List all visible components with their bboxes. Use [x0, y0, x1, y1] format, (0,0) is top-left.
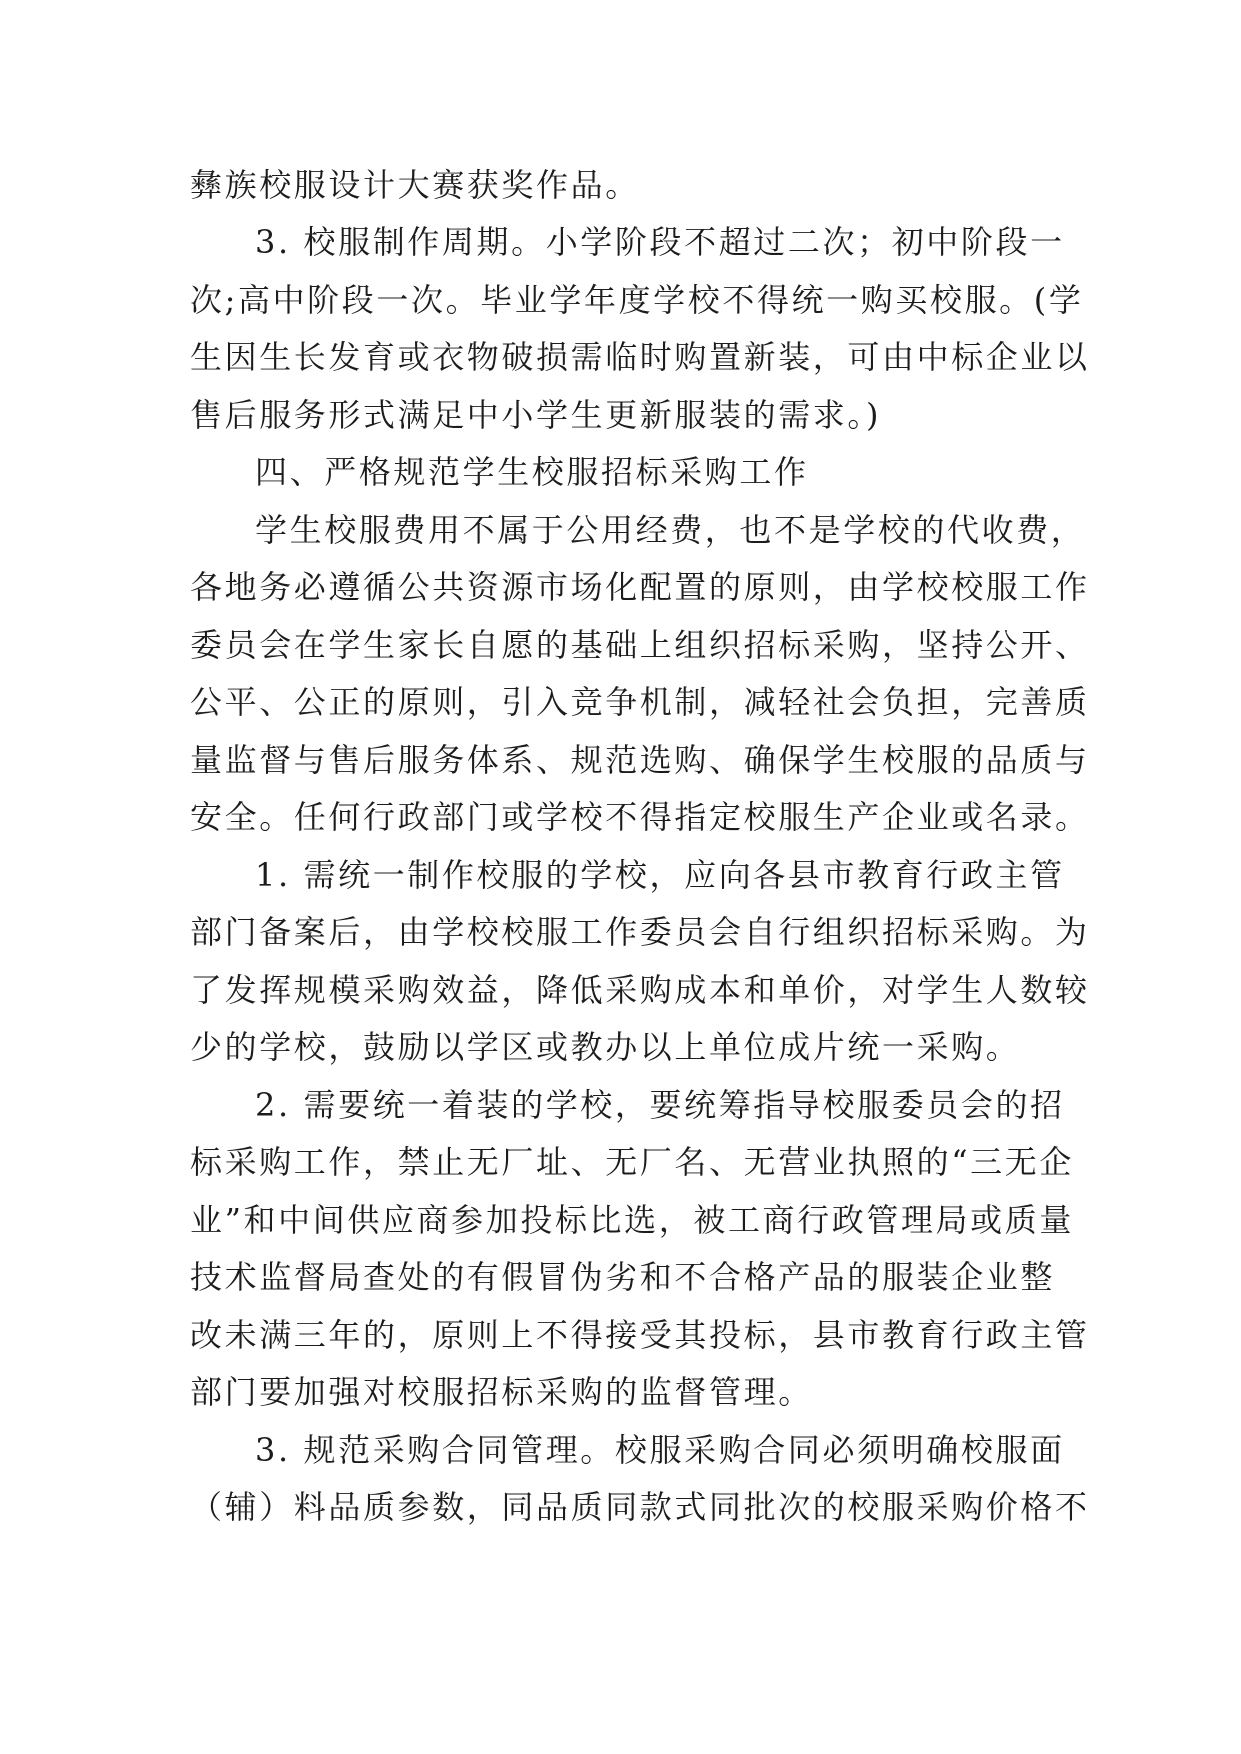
- text-line: 售后服务形式满足中小学生更新服装的需求。): [190, 396, 882, 434]
- text-line: 各地务必遵循公共资源市场化配置的原则，由学校校服工作: [190, 568, 1090, 606]
- section-heading: 四、严格规范学生校服招标采购工作: [255, 453, 809, 491]
- text-line: （辅）料品质参数，同品质同款式同批次的校服采购价格不: [190, 1488, 1090, 1526]
- text-line: 部门备案后，由学校校服工作委员会自行组织招标采购。为: [190, 913, 1090, 951]
- text-line: 生因生长发育或衣物破损需临时购置新装，可由中标企业以: [190, 338, 1090, 376]
- text-line: 彝族校服设计大赛获奖作品。: [190, 166, 640, 204]
- text-line: 次;高中阶段一次。毕业学年度学校不得统一购买校服。(学: [190, 281, 1084, 319]
- text-line: 委员会在学生家长自愿的基础上组织招标采购，坚持公开、: [190, 626, 1090, 664]
- text-line: 改未满三年的，原则上不得接受其投标，县市教育行政主管: [190, 1316, 1090, 1354]
- text-line: 安全。任何行政部门或学校不得指定校服生产企业或名录。: [190, 798, 1090, 836]
- text-line: 公平、公正的原则，引入竞争机制，减轻社会负担，完善质: [190, 683, 1090, 721]
- list-item-3b-start: 3. 规范采购合同管理。校服采购合同必须明确校服面: [255, 1431, 1065, 1469]
- paragraph-start: 学生校服费用不属于公用经费，也不是学校的代收费，: [255, 511, 1086, 549]
- text-line: 了发挥规模采购效益，降低采购成本和单价，对学生人数较: [190, 971, 1090, 1009]
- text-line: 标采购工作，禁止无厂址、无厂名、无营业执照的“三无企: [190, 1143, 1074, 1181]
- list-item-2-start: 2. 需要统一着装的学校，要统筹指导校服委员会的招: [255, 1086, 1065, 1124]
- text-line: 部门要加强对校服招标采购的监督管理。: [190, 1373, 813, 1411]
- text-line: 技术监督局查处的有假冒伪劣和不合格产品的服装企业整: [190, 1258, 1056, 1296]
- text-line: 业”和中间供应商参加投标比选，被工商行政管理局或质量: [190, 1201, 1074, 1239]
- text-line: 少的学校，鼓励以学区或教办以上单位成片统一采购。: [190, 1028, 1021, 1066]
- list-item-3-start: 3. 校服制作周期。小学阶段不超过二次；初中阶段一: [255, 223, 1065, 261]
- text-line: 量监督与售后服务体系、规范选购、确保学生校服的品质与: [190, 741, 1090, 779]
- list-item-1-start: 1. 需统一制作校服的学校，应向各县市教育行政主管: [255, 856, 1065, 894]
